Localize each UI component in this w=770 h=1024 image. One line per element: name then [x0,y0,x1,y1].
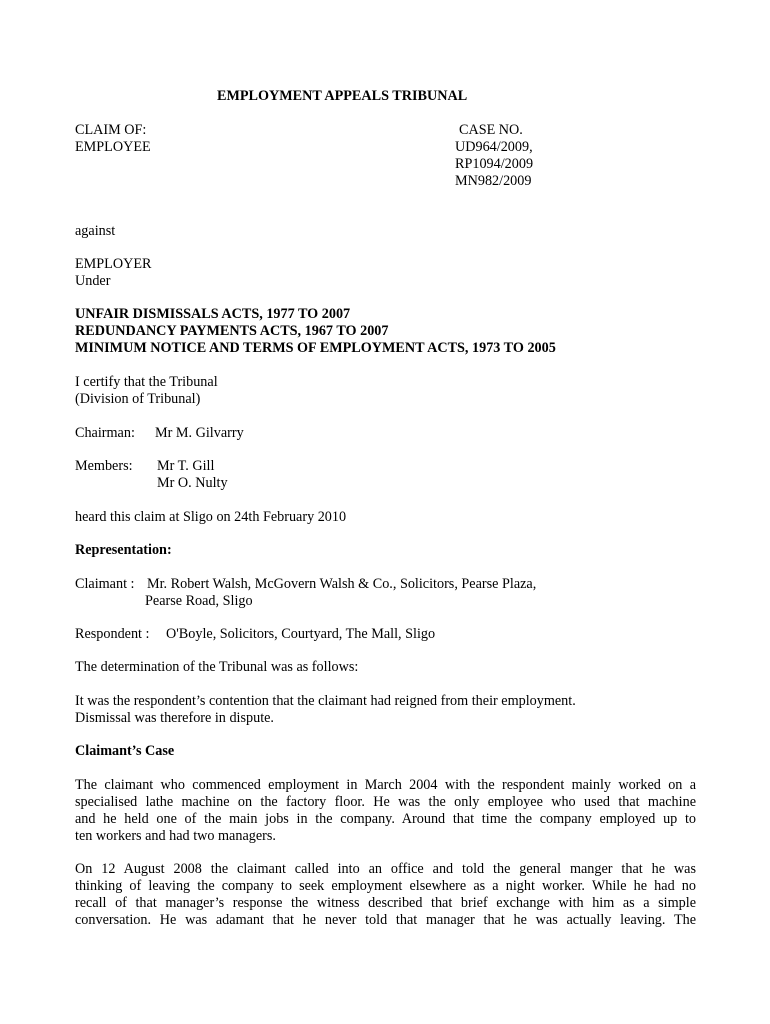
case-number: UD964/2009, [455,139,533,155]
case-no-label: CASE NO. [459,122,523,138]
members-label: Members: [75,458,133,474]
claimant-representative: Mr. Robert Walsh, McGovern Walsh & Co., Solicitors, Pearse Plaza, [147,576,537,592]
heard-line: heard this claim at Sligo on 24th February 2010 [75,509,347,525]
paragraph-line: thinking of leaving the company to seek employment elsewhere as a night worker. While he had no [75,878,696,894]
representation-heading: Representation: [75,542,172,558]
claimants-case-heading: Claimant’s Case [75,743,175,759]
paragraph-line: recall of that manager’s response the witness described that brief exchange with him as a simple [75,895,696,911]
respondent-label: Respondent : [75,626,150,642]
claimant-label: Claimant : [75,576,135,592]
claim-party: EMPLOYEE [75,139,151,155]
paragraph-line: The claimant who commenced employment in March 2004 with the respondent mainly worked on a [75,777,696,793]
case-number: MN982/2009 [455,173,532,189]
contention-line: Dismissal was therefore in dispute. [75,710,274,726]
chairman-label: Chairman: [75,425,135,441]
act-title: MINIMUM NOTICE AND TERMS OF EMPLOYMENT ACTS, 1973 TO 2005 [75,340,556,356]
case-number: RP1094/2009 [455,156,534,172]
contention-line: It was the respondent’s contention that the claimant had reigned from their employment. [75,693,576,709]
paragraph-line: On 12 August 2008 the claimant called into an office and told the general manger that he was [75,861,696,877]
chairman-name: Mr M. Gilvarry [155,425,244,441]
paragraph-line: ten workers and had two managers. [75,828,276,844]
paragraph-line: conversation. He was adamant that he never told that manager that he was actually leaving. The [75,912,696,928]
certify-line: (Division of Tribunal) [75,391,201,407]
act-title: REDUNDANCY PAYMENTS ACTS, 1967 TO 2007 [75,323,389,339]
claimant-representative-address: Pearse Road, Sligo [145,593,253,609]
document-title: EMPLOYMENT APPEALS TRIBUNAL [217,88,468,104]
act-title: UNFAIR DISMISSALS ACTS, 1977 TO 2007 [75,306,351,322]
certify-line: I certify that the Tribunal [75,374,218,390]
member-name: Mr O. Nulty [157,475,228,491]
employer-label: EMPLOYER [75,256,152,272]
respondent-representative: O'Boyle, Solicitors, Courtyard, The Mall, Sligo [166,626,436,642]
paragraph-line: specialised lathe machine on the factory floor. He was the only employee who used that machine [75,794,696,810]
under-text: Under [75,273,111,289]
against-text: against [75,223,116,239]
paragraph-line: and he held one of the main jobs in the company. Around that time the company employed up to [75,811,696,827]
member-name: Mr T. Gill [157,458,215,474]
determination-line: The determination of the Tribunal was as follows: [75,659,359,675]
claim-of-label: CLAIM OF: [75,122,147,138]
